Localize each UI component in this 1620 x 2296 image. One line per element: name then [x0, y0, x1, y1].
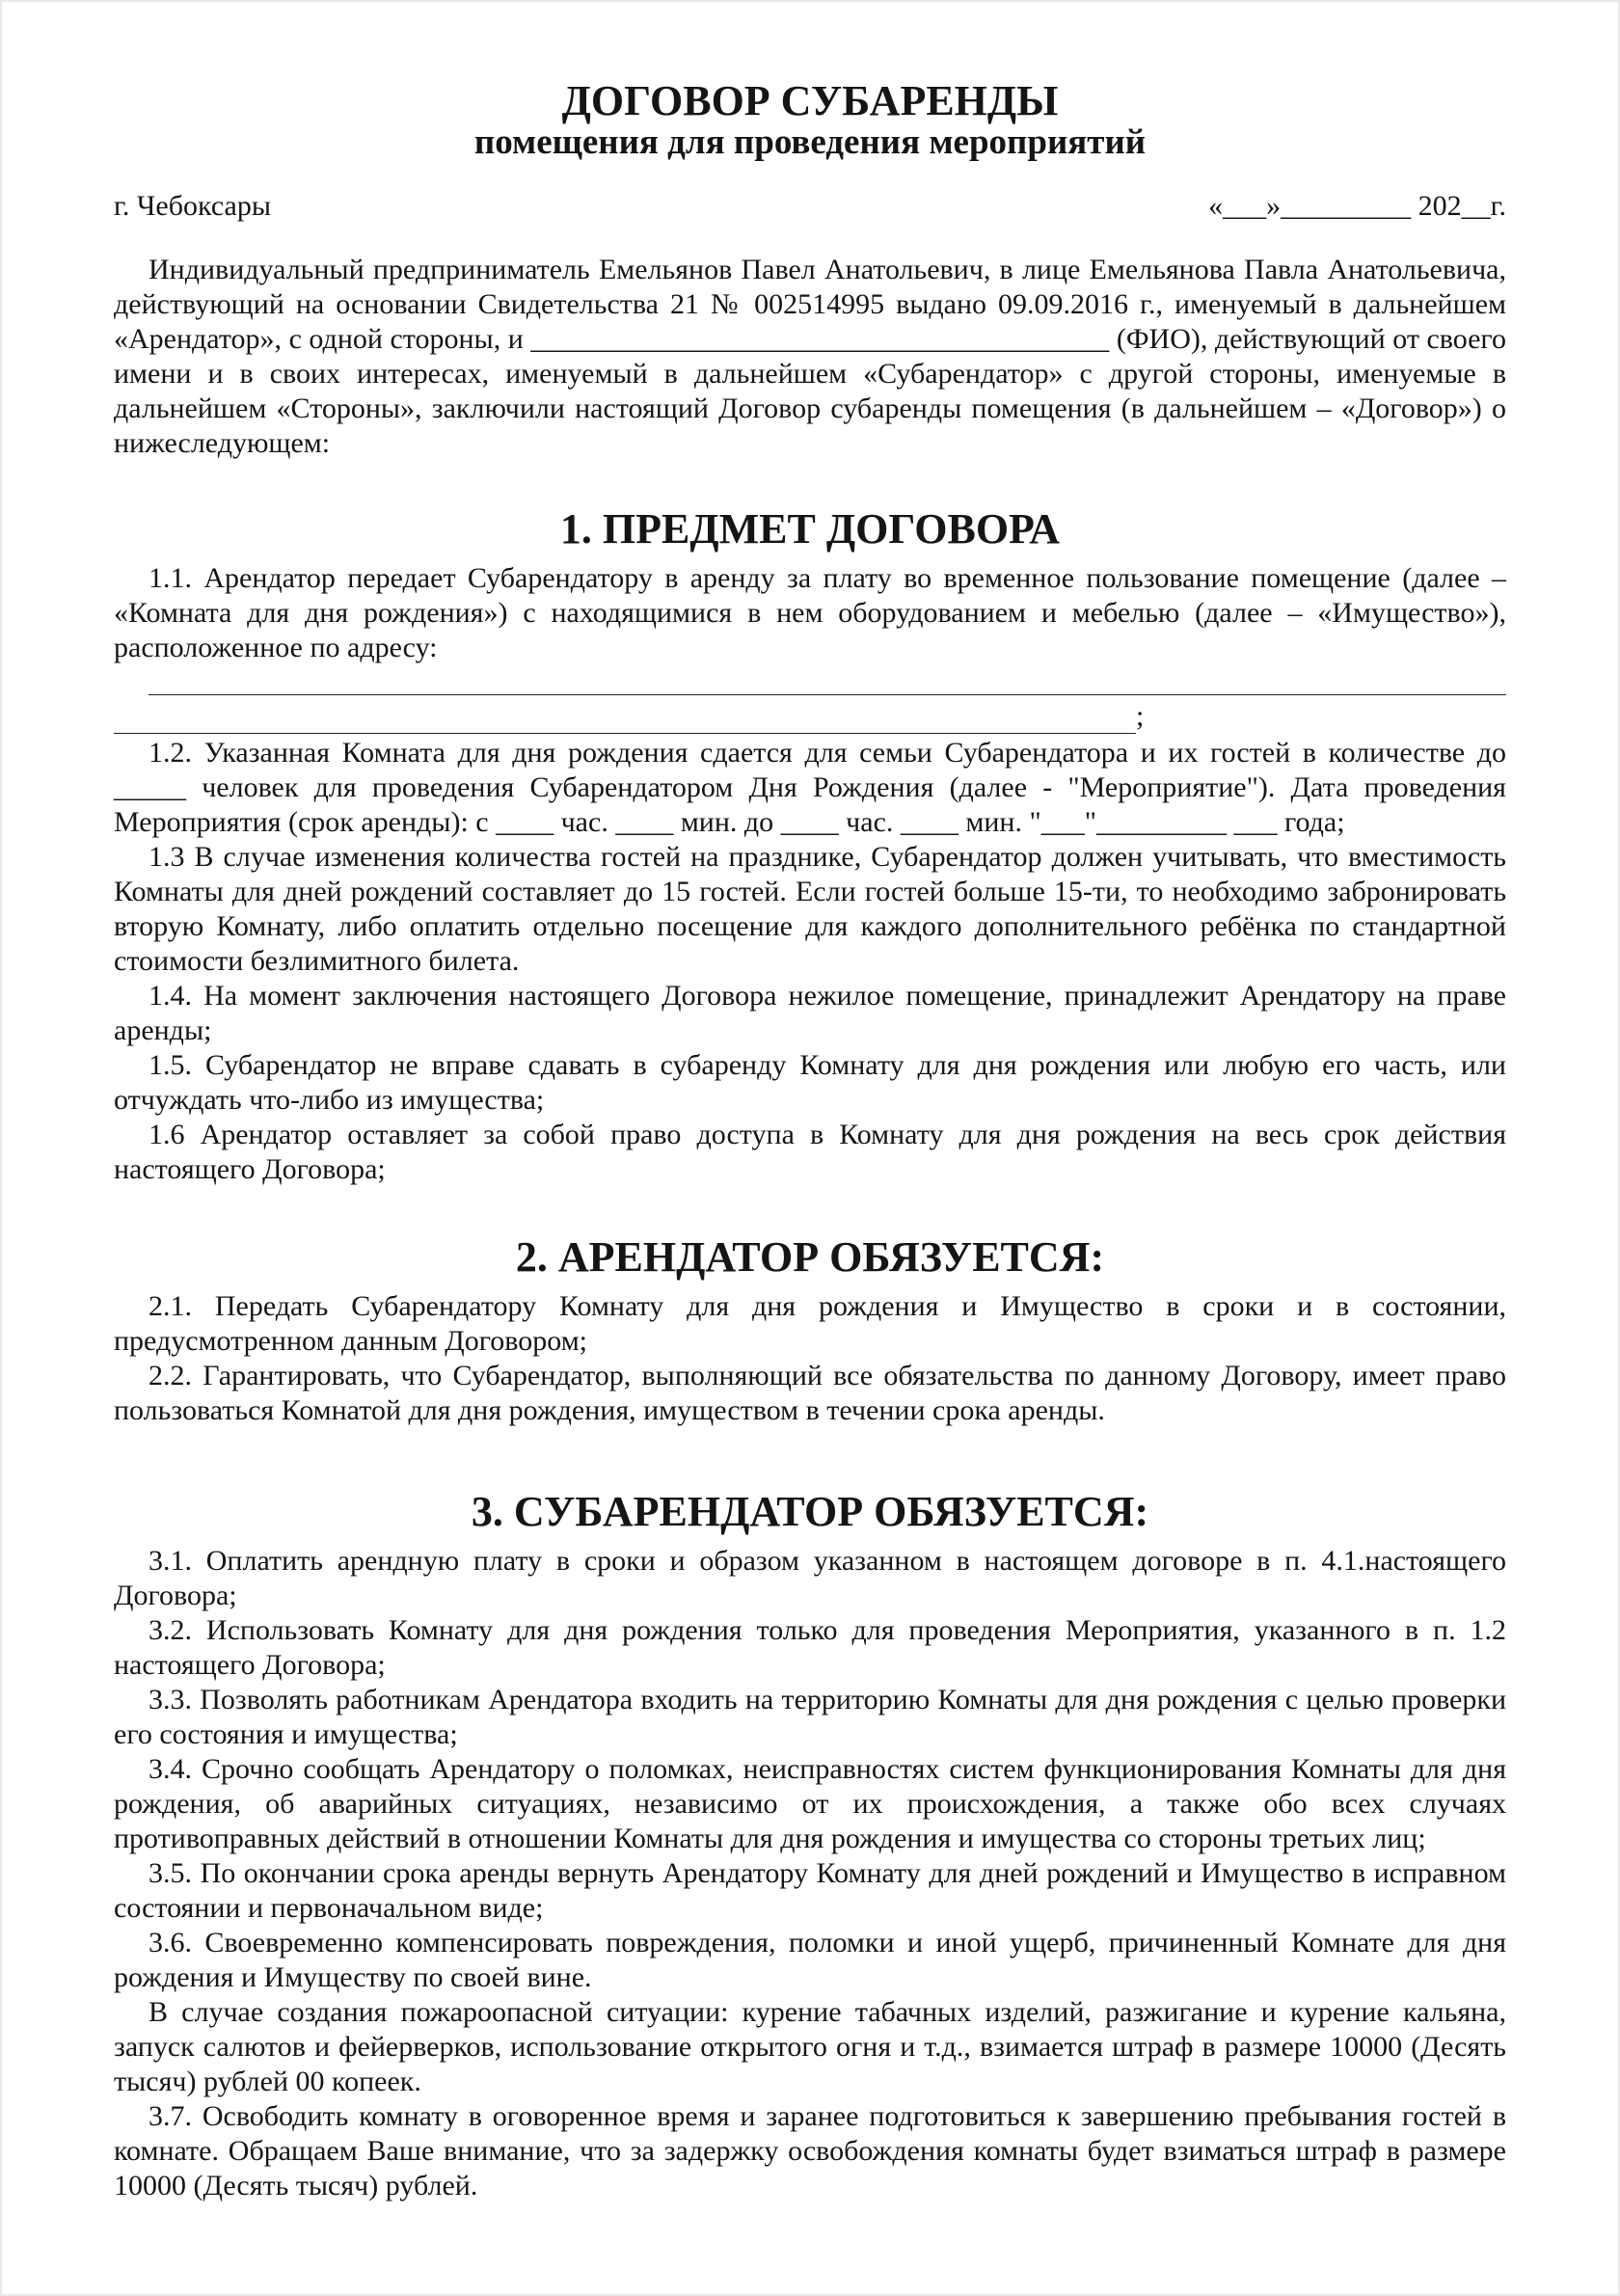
- clause-3-6: 3.6. Своевременно компенсировать повреждения, поломки и иной ущерб, причиненный Комнате для дня рождения и Имуществу по своей вине.: [114, 1927, 1506, 1993]
- document-title: ДОГОВОР СУБАРЕНДЫ: [561, 77, 1059, 124]
- place-date-row: [114, 189, 1506, 224]
- contract-date: «___»_________ 202__г.: [1208, 190, 1506, 222]
- section-2-title: 2. АРЕНДАТОР ОБЯЗУЕТСЯ:: [515, 1233, 1105, 1281]
- address-blank-line: [148, 665, 1506, 695]
- clause-1-6: 1.6 Арендатор оставляет за собой право доступа в Комнату для дня рождения на весь срок действия настоящего Договора;: [114, 1119, 1506, 1185]
- clause-1-1: 1.1. Арендатор передает Субарендатору в аренду за плату во временное пользование помещение (далее – «Комната для дня рождения») с находящимися в нем оборудованием и мебелью (далее – «Имущество»), расположенное по адресу:: [114, 562, 1506, 663]
- fire-hazard-fine: В случае создания пожароопасной ситуации: курение табачных изделий, разжигание и курение кальяна, запуск салютов и фейерверков, использование открытого огня и т.д., взимается штраф в размере 10000 (Десять тысяч) рублей 00 копеек.: [114, 1996, 1506, 2097]
- address-blank-line-2: [114, 699, 1506, 734]
- document-subtitle: помещения для проведения мероприятий: [473, 122, 1147, 162]
- clause-1-2: 1.2. Указанная Комната для дня рождения сдается для семьи Субарендатора и их гостей в количестве до _____ человек для проведения Субарендатором Дня Рождения (далее - "Мероприятие"). Дата проведения Мероприятия (срок аренды): с ____ час. ____ мин. до ____ час. ____ мин. "___"_________ ___ года;: [114, 737, 1506, 838]
- clause-3-2: 3.2. Использовать Комнату для дня рождения только для проведения Мероприятия, указанного в п. 1.2 настоящего Договора;: [114, 1614, 1506, 1681]
- section-1-title: 1. ПРЕДМЕТ ДОГОВОРА: [559, 505, 1061, 553]
- clause-1-3: 1.3 В случае изменения количества гостей на празднике, Субарендатор должен учитывать, что вместимость Комнаты для дней рождений составляет до 15 гостей. Если гостей больше 15-ти, то необходимо забронировать вторую Комнату, либо оплатить отдельно посещение для каждого дополнительного ребёнка по стандартной стоимости безлимитного билета.: [114, 841, 1506, 977]
- clause-1-4: 1.4. На момент заключения настоящего Договора нежилое помещение, принадлежит Арендатору на праве аренды;: [114, 980, 1506, 1046]
- clause-3-1: 3.1. Оплатить арендную плату в сроки и образом указанном в настоящем договоре в п. 4.1.настоящего Договора;: [114, 1545, 1506, 1611]
- clause-3-7: 3.7. Освободить комнату в оговоренное время и заранее подготовиться к завершению пребывания гостей в комнате. Обращаем Ваше внимание, что за задержку освобождения комнаты будет взиматься штраф в размере 10000 (Десять тысяч) рублей.: [114, 2100, 1506, 2201]
- address-blank-underline: [114, 704, 1136, 734]
- clause-2-2: 2.2. Гарантировать, что Субарендатор, выполняющий все обязательства по данному Договору, имеет право пользоваться Комнатой для дня рождения, имуществом в течении срока аренды.: [114, 1360, 1506, 1426]
- clause-3-5: 3.5. По окончании срока аренды вернуть Арендатору Комнату для дней рождений и Имущество в исправном состоянии и первоначальном виде;: [114, 1857, 1506, 1924]
- clause-2-1: 2.1. Передать Субарендатору Комнату для дня рождения и Имущество в сроки и в состоянии, предусмотренном данным Договором;: [114, 1290, 1506, 1357]
- city: г. Чебоксары: [114, 190, 271, 222]
- section-3-title: 3. СУБАРЕНДАТОР ОБЯЗУЕТСЯ:: [471, 1488, 1149, 1535]
- clause-1-5: 1.5. Субарендатор не вправе сдавать в субаренду Комнату для дня рождения или любую его часть, или отчуждать что-либо из имущества;: [114, 1049, 1506, 1116]
- clause-3-3: 3.3. Позволять работникам Арендатора входить на территорию Комнаты для дня рождения с целью проверки его состояния и имущества;: [114, 1684, 1506, 1750]
- preamble: Индивидуальный предприниматель Емельянов Павел Анатольевич, в лице Емельянова Павла Анатольевича, действующий на основании Свидетельства 21 № 002514995 выдано 09.09.2016 г., именуемый в дальнейшем «Арендатор», с одной стороны, и ________________________________________ (ФИО), действующий от своего имени и в своих интересах, именуемый в дальнейшем «Субарендатор» с другой стороны, именуемые в дальнейшем «Стороны», заключили настоящий Договор субаренды помещения (в дальнейшем – «Договор») о нижеследующем:: [114, 254, 1506, 459]
- clause-3-4: 3.4. Срочно сообщать Арендатору о поломках, неисправностях систем функционирования Комнаты для дня рождения, об аварийных ситуациях, независимо от их происхождения, а также обо всех случаях противоправных действий в отношении Комнаты для дня рождения и имущества со стороны третьих лиц;: [114, 1753, 1506, 1854]
- address-line-end: ;: [1136, 700, 1145, 732]
